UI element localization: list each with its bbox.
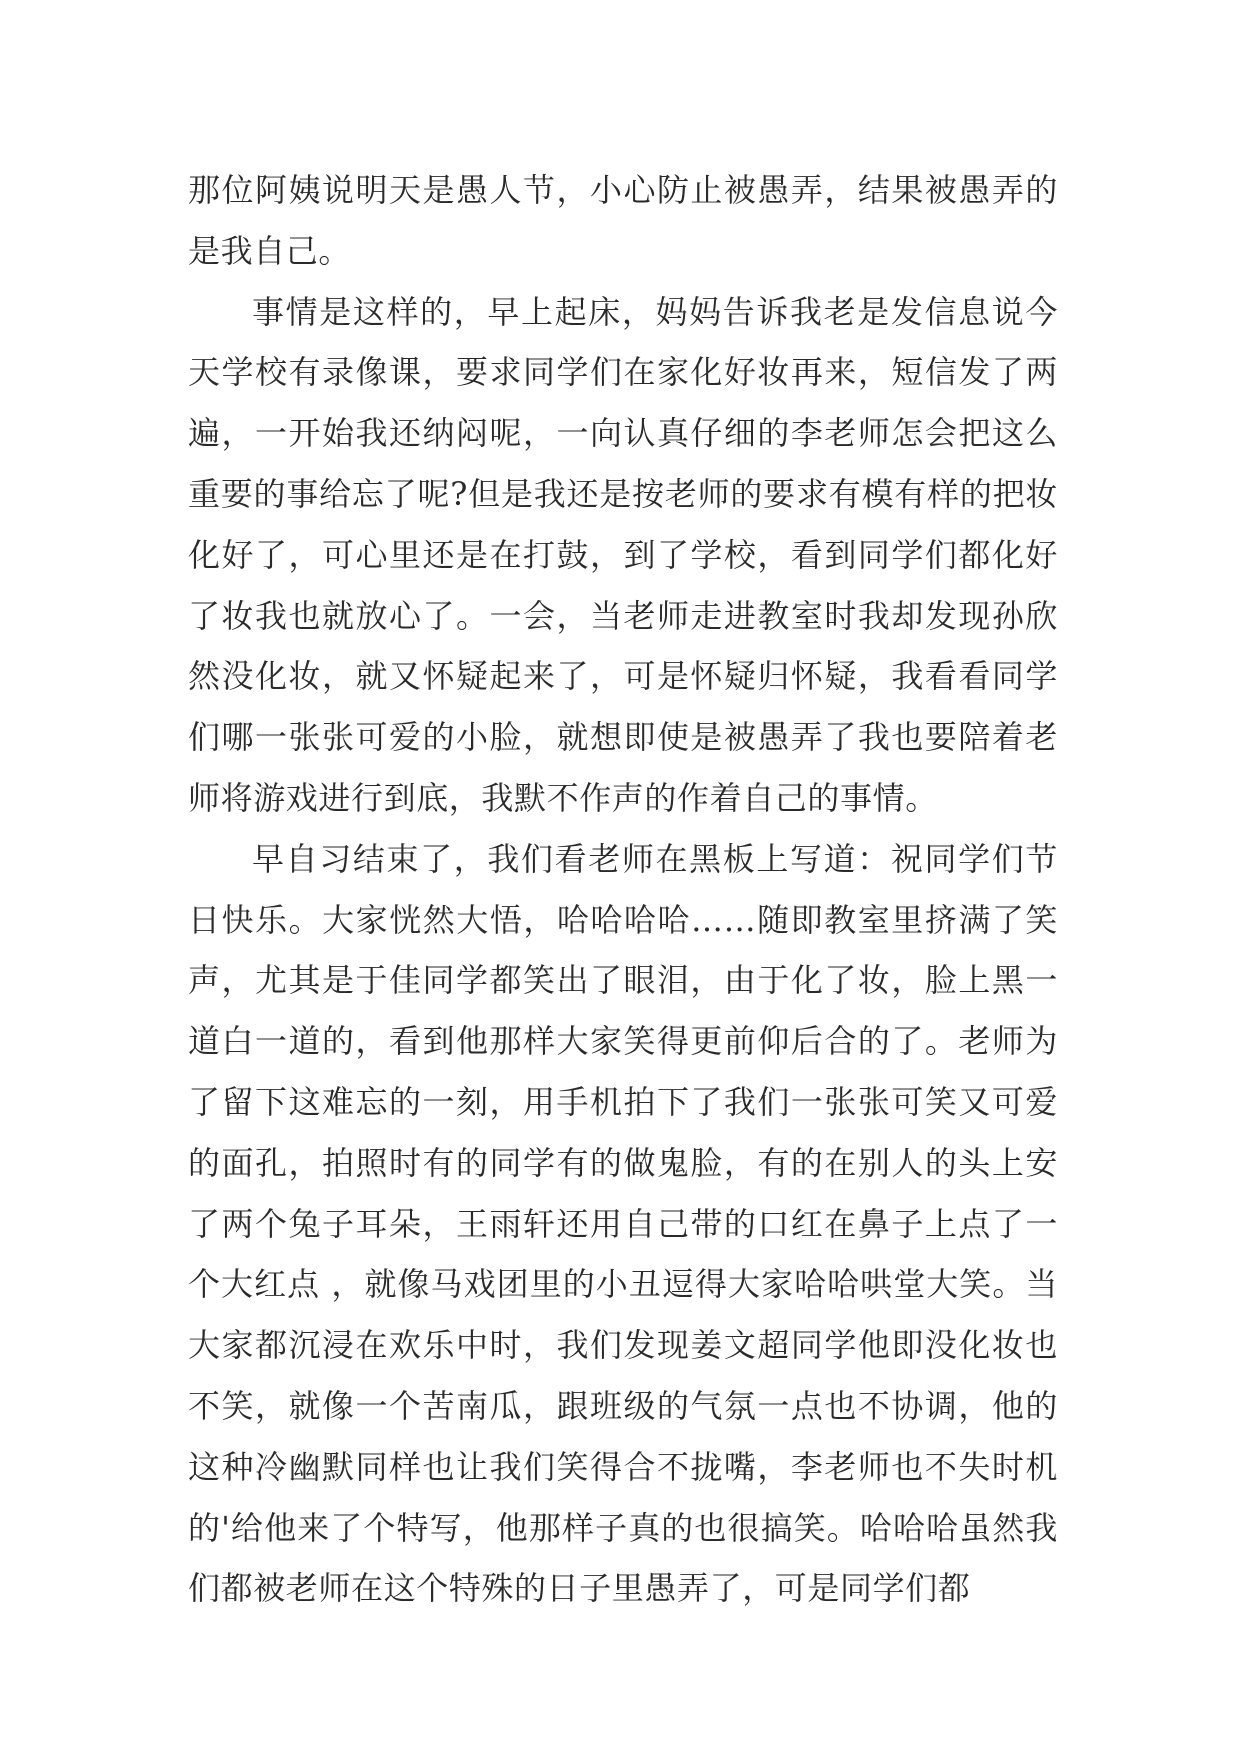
paragraph-2: 事情是这样的，早上起床，妈妈告诉我老是发信息说今天学校有录像课，要求同学们在家化好妆再来，短信发了两遍，一开始我还纳闷呢，一向认真仔细的李老师怎会把这么重要的事给忘了呢?但是我还是按老师的要求有模有样的把妆化好了，可心里还是在打鼓，到了学校，看到同学们都化好了妆我也就放心了。一会，当老师走进教室时我却发现孙欣然没化妆，就又怀疑起来了，可是怀疑归怀疑，我看看同学们哪一张张可爱的小脸，就想即使是被愚弄了我也要陪着老师将游戏进行到底，我默不作声的作着自己的事情。 — [188, 292, 1058, 817]
paragraph-1: 那位阿姨说明天是愚人节，小心防止被愚弄，结果被愚弄的是我自己。 — [188, 171, 1058, 270]
paragraph-3: 早自习结束了，我们看老师在黑板上写道：祝同学们节日快乐。大家恍然大悟，哈哈哈哈……随即教室里挤满了笑声，尤其是于佳同学都笑出了眼泪，由于化了妆，脸上黑一道白一道的，看到他那样大家笑得更前仰后合的了。老师为了留下这难忘的一刻，用手机拍下了我们一张张可笑又可爱的面孔，拍照时有的同学有的做鬼脸，有的在别人的头上安了两个兔子耳朵，王雨轩还用自己带的口红在鼻子上点了一个大红点 ，就像马戏团里的小丑逗得大家哈哈哄堂大笑。当大家都沉浸在欢乐中时，我们发现姜文超同学他即没化妆也不笑，就像一个苦南瓜，跟班级的气氛一点也不协调，他的这种冷幽默同样也让我们笑得合不拢嘴，李老师也不失时机的'给他来了个特写，他那样子真的也很搞笑。哈哈哈虽然我们都被老师在这个特殊的日子里愚弄了，可是同学们都 — [188, 839, 1058, 1608]
document-body — [188, 160, 1058, 1619]
